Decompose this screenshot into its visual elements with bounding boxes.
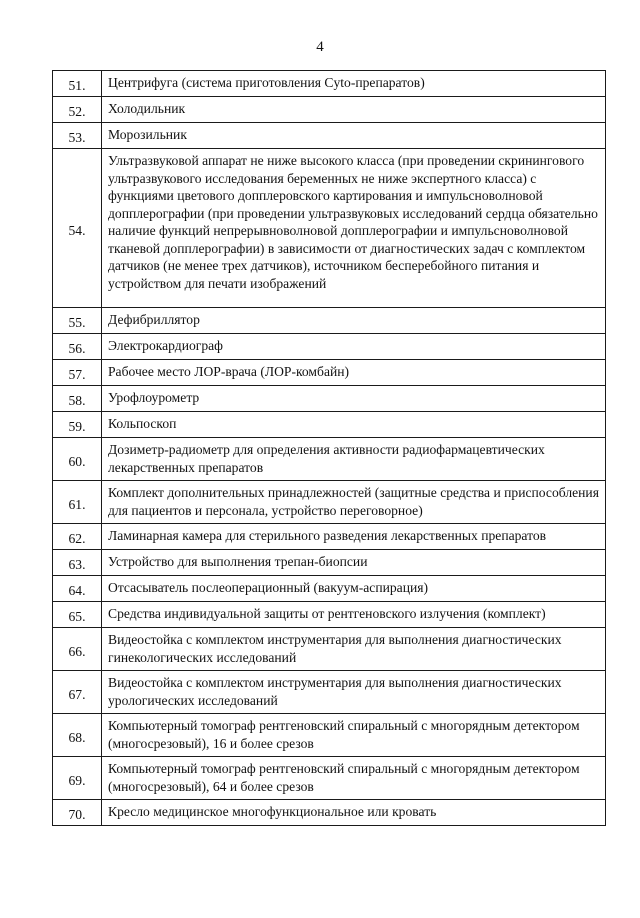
row-number-cell <box>53 602 102 628</box>
row-number: 68. <box>68 729 86 745</box>
equipment-name: Урофлоурометр <box>102 386 606 412</box>
row-number: 60. <box>68 453 86 469</box>
row-number-cell <box>53 576 102 602</box>
equipment-name: Дозиметр-радиометр для определения активности радиофармацевтических лекарственных препаратов <box>102 438 606 481</box>
table-row <box>53 602 606 628</box>
equipment-name: Холодильник <box>102 97 606 123</box>
table-row <box>53 438 606 481</box>
row-number: 69. <box>68 772 86 788</box>
row-number: 55. <box>68 315 86 331</box>
row-number: 56. <box>68 341 86 357</box>
row-number: 64. <box>68 583 86 599</box>
table-row <box>53 123 606 149</box>
equipment-name: Центрифуга (система приготовления Cyto-препаратов) <box>102 71 606 97</box>
row-number-cell <box>53 800 102 826</box>
table-row <box>53 576 606 602</box>
equipment-name: Компьютерный томограф рентгеновский спиральный с многорядным детектором (многосрезовый), 16 и более срезов <box>102 714 606 757</box>
table-row <box>53 628 606 671</box>
row-number: 63. <box>68 557 86 573</box>
row-number-cell <box>53 334 102 360</box>
table-row <box>53 481 606 524</box>
row-number-cell <box>53 97 102 123</box>
equipment-name: Комплект дополнительных принадлежностей (защитные средства и приспособления для пациентов и персонала, устройство переговорное) <box>102 481 606 524</box>
table-row <box>53 671 606 714</box>
row-number-cell <box>53 714 102 757</box>
equipment-name: Устройство для выполнения трепан-биопсии <box>102 550 606 576</box>
equipment-name: Компьютерный томограф рентгеновский спиральный с многорядным детектором (многосрезовый), 64 и более срезов <box>102 757 606 800</box>
equipment-name: Кольпоскоп <box>102 412 606 438</box>
table-row <box>53 97 606 123</box>
row-number: 61. <box>68 496 86 512</box>
row-number: 58. <box>68 393 86 409</box>
row-number-cell <box>53 308 102 334</box>
row-number-cell <box>53 481 102 524</box>
table-row <box>53 334 606 360</box>
row-number: 52. <box>68 104 86 120</box>
equipment-name: Отсасыватель послеоперационный (вакуум-аспирация) <box>102 576 606 602</box>
equipment-name: Рабочее место ЛОР-врача (ЛОР-комбайн) <box>102 360 606 386</box>
row-number: 54. <box>68 222 86 238</box>
equipment-name: Электрокардиограф <box>102 334 606 360</box>
table-row <box>53 412 606 438</box>
equipment-name: Дефибриллятор <box>102 308 606 334</box>
row-number-cell <box>53 628 102 671</box>
row-number-cell <box>53 149 102 308</box>
row-number: 51. <box>68 78 86 94</box>
row-number-cell <box>53 550 102 576</box>
row-number: 53. <box>68 130 86 146</box>
row-number-cell <box>53 71 102 97</box>
table-row <box>53 550 606 576</box>
table-row <box>53 757 606 800</box>
equipment-name: Ламинарная камера для стерильного разведения лекарственных препаратов <box>102 524 606 550</box>
equipment-table-body <box>53 71 606 826</box>
row-number-cell <box>53 123 102 149</box>
row-number: 70. <box>68 807 86 823</box>
row-number: 67. <box>68 686 86 702</box>
table-row <box>53 149 606 308</box>
row-number-cell <box>53 757 102 800</box>
table-row <box>53 524 606 550</box>
equipment-name: Средства индивидуальной защиты от рентгеновского излучения (комплект) <box>102 602 606 628</box>
row-number-cell <box>53 412 102 438</box>
table-row <box>53 386 606 412</box>
row-number-cell <box>53 524 102 550</box>
equipment-name: Ультразвуковой аппарат не ниже высокого класса (при проведении скринингового ультразвукового исследования беременных не ниже экспертного класса) с функциями цветового допплеровского картирования и импульсноволновой допплерографии (при проведении ультразвуковых исследований сердца обязательно наличие функций непрерывноволновой допплерографии и импульсноволновой тканевой допплерографии) в зависимости от диагностических задач с комплектом датчиков (не менее трех датчиков), источником бесперебойного питания и устройством для печати изображений <box>102 149 606 308</box>
row-number-cell <box>53 438 102 481</box>
row-number-cell <box>53 671 102 714</box>
equipment-name: Видеостойка с комплектом инструментария для выполнения диагностических гинекологических исследований <box>102 628 606 671</box>
equipment-name: Видеостойка с комплектом инструментария для выполнения диагностических урологических исследований <box>102 671 606 714</box>
equipment-table <box>52 70 606 826</box>
table-row <box>53 714 606 757</box>
row-number: 66. <box>68 643 86 659</box>
table-row <box>53 71 606 97</box>
equipment-name: Морозильник <box>102 123 606 149</box>
page-number: 4 <box>316 39 324 55</box>
table-row <box>53 308 606 334</box>
row-number-cell <box>53 386 102 412</box>
table-row <box>53 360 606 386</box>
row-number: 59. <box>68 419 86 435</box>
equipment-name: Кресло медицинское многофункциональное или кровать <box>102 800 606 826</box>
table-row <box>53 800 606 826</box>
row-number-cell <box>53 360 102 386</box>
row-number: 65. <box>68 609 86 625</box>
row-number: 62. <box>68 531 86 547</box>
row-number: 57. <box>68 367 86 383</box>
